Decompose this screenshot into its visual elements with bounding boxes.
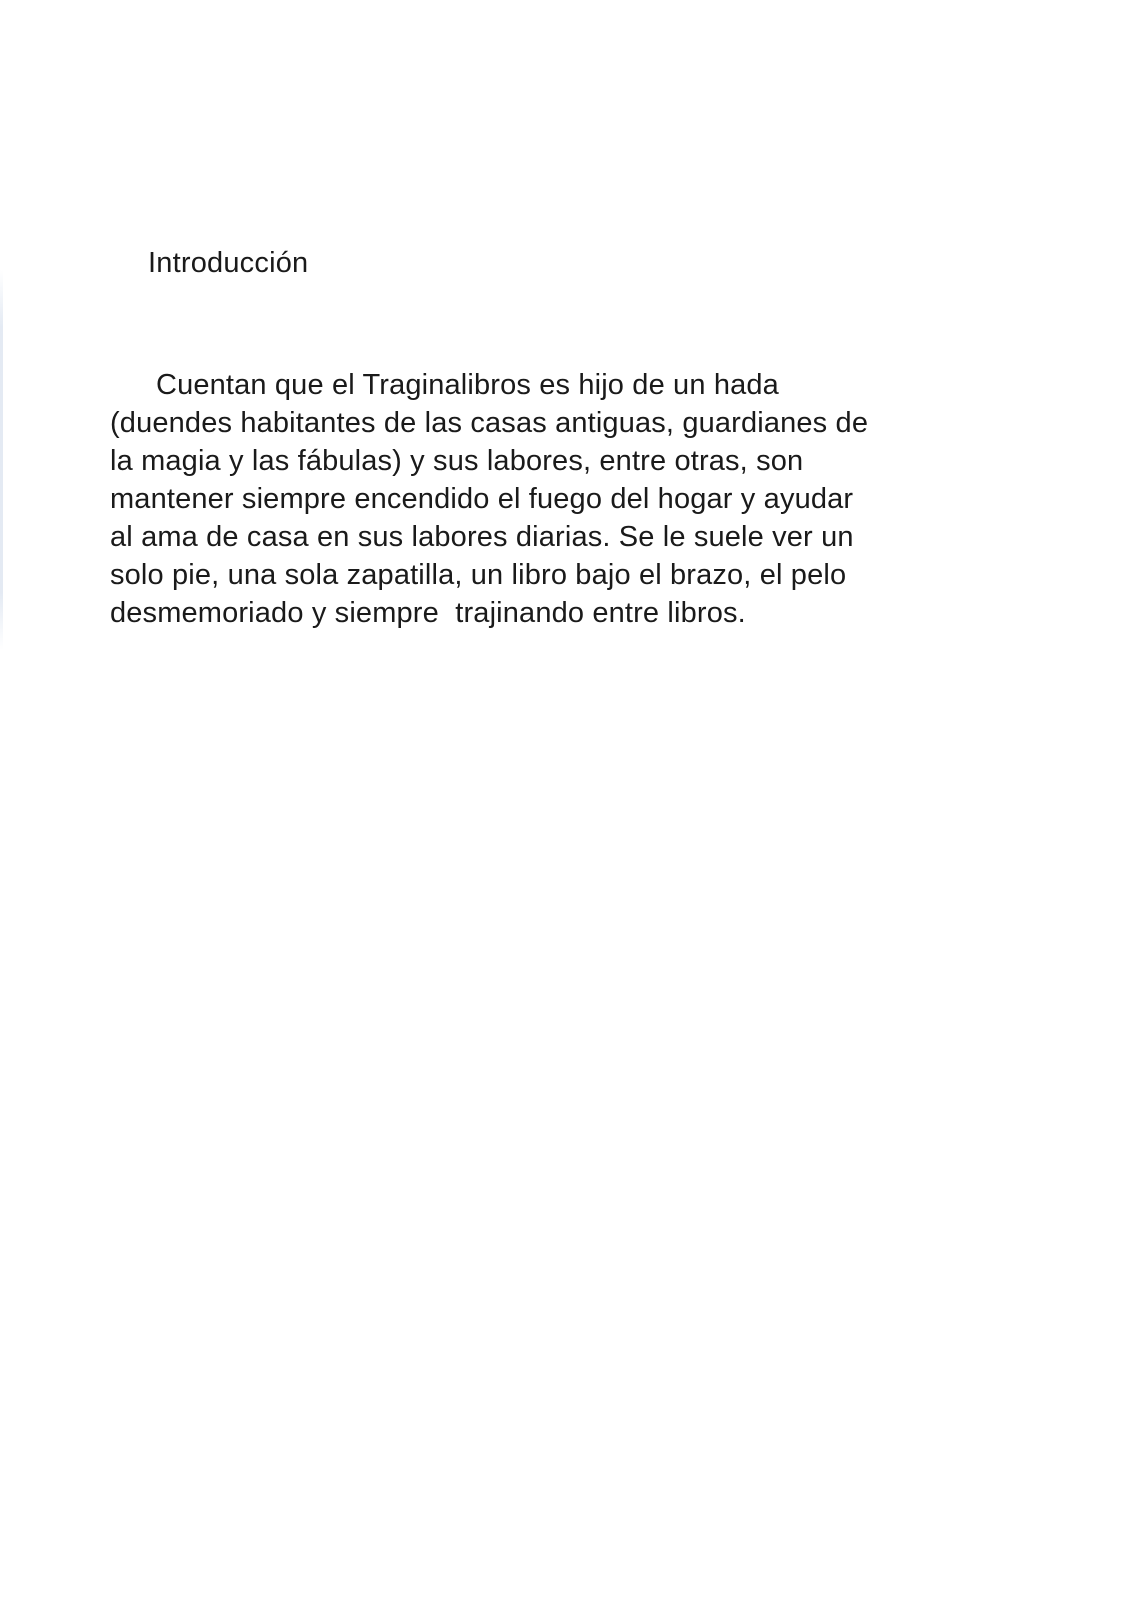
- paragraph-line: solo pie, una sola zapatilla, un libro bajo el brazo, el pelo: [110, 559, 847, 591]
- paragraph-line: Cuentan que el Traginalibros es hijo de un hada: [156, 369, 779, 401]
- paragraph-line: al ama de casa en sus labores diarias. Se le suele ver un: [110, 521, 854, 553]
- paragraph-line: mantener siempre encendido el fuego del hogar y ayudar: [110, 483, 854, 515]
- scan-edge-shadow: [0, 270, 3, 650]
- intro-paragraph: [110, 366, 950, 632]
- paragraph-line: desmemoriado y siempre trajinando entre libros.: [110, 597, 746, 629]
- paragraph-line: (duendes habitantes de las casas antiguas, guardianes de: [110, 407, 869, 439]
- section-heading: Introducción: [148, 247, 309, 279]
- paragraph-line: la magia y las fábulas) y sus labores, entre otras, son: [110, 445, 804, 477]
